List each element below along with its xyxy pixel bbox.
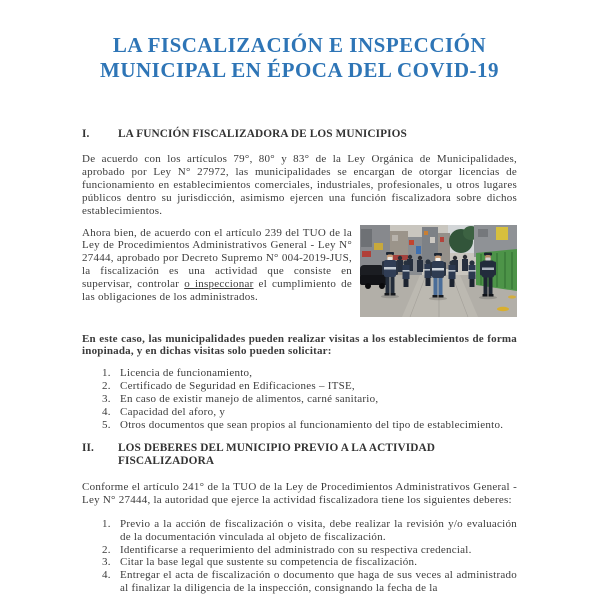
list-item-number: 4. xyxy=(102,569,111,582)
list-item-number: 3. xyxy=(102,556,111,569)
list-item-number: 4. xyxy=(102,406,111,419)
section-1-paragraph-2-tail: el cumplimiento de las obligaciones de los administrados. xyxy=(82,278,352,304)
list-item xyxy=(82,518,517,544)
list-item-number: 5. xyxy=(102,418,111,431)
list-item-text: En caso de existir manejo de alimentos, carné sanitario, xyxy=(120,393,379,406)
list-item-number: 2. xyxy=(102,380,111,393)
document-title-line2: MUNICIPAL EN ÉPOCA DEL COVID-19 xyxy=(100,58,499,82)
section-2-list xyxy=(82,518,517,595)
list-item xyxy=(82,419,517,432)
section-2-paragraph: Conforme el artículo 241° de la TUO de la Ley de Procedimientos Administrativos General - Ley N° 27444, la autoridad que ejerce la actividad fiscalizadora tiene los siguientes deberes: xyxy=(82,480,517,506)
list-item xyxy=(82,393,517,406)
list-item-number: 2. xyxy=(102,543,111,556)
section-1-number: I. xyxy=(82,128,90,140)
list-item xyxy=(82,544,517,557)
list-item-text: Otros documentos que sean propios al funcionamiento del tipo de establecimiento. xyxy=(120,418,504,431)
list-item-text: Previo a la acción de fiscalización o visita, debe realizar la revisión y/o evaluación de la documentación vinculada al objeto de fiscalización. xyxy=(120,517,517,543)
section-1-list xyxy=(82,367,517,432)
list-item-number: 3. xyxy=(102,393,111,406)
list-item-text: Entregar el acta de fiscalización o documento que haga de sus veces al administrado al finalizar la diligencia de la inspección, consignando la fecha de la xyxy=(120,569,517,595)
list-item-text: Identificarse a requerimiento del administrado con su respectiva credencial. xyxy=(120,543,472,556)
list-item-number: 1. xyxy=(102,367,111,380)
inspectors-photo xyxy=(360,225,517,317)
section-2-heading xyxy=(82,442,517,468)
list-item xyxy=(82,380,517,393)
list-item xyxy=(82,556,517,569)
document-title xyxy=(82,33,517,83)
list-item-text: Licencia de funcionamiento, xyxy=(120,367,253,380)
section-1-heading xyxy=(82,128,517,141)
list-item-number: 1. xyxy=(102,517,111,530)
section-1-heading-text: LA FUNCIÓN FISCALIZADORA DE LOS MUNICIPIOS xyxy=(118,128,407,140)
document-title-line1: LA FISCALIZACIÓN E INSPECCIÓN xyxy=(112,33,487,57)
list-item-text: Capacidad del aforo, y xyxy=(120,406,226,419)
list-item xyxy=(82,406,517,419)
list-item xyxy=(82,367,517,380)
section-2-number: II. xyxy=(82,441,94,454)
underlined-phrase: o inspeccionar xyxy=(184,278,254,291)
section-1-bold-paragraph: En este caso, las municipalidades pueden realizar visitas a los establecimientos de forma inopinada, y en dichas visitas solo pueden solicitar: xyxy=(82,332,517,358)
list-item-text: Certificado de Seguridad en Edificaciones – ITSE, xyxy=(120,380,355,393)
list-item xyxy=(82,569,517,595)
section-1-paragraph-2 xyxy=(82,227,517,304)
list-item-text: Citar la base legal que sustente su competencia de fiscalización. xyxy=(120,556,418,569)
section-1-paragraph-2-text: Ahora bien, de acuerdo con el artículo 239 del TUO de la Ley de Procedimientos Administrativos General - Ley N° 27444, aprobado por Decreto Supremo N° 004-2019-JUS, la fiscalización es una actividad que consiste en supervisar, controlar xyxy=(82,226,352,291)
section-2-heading-text: LOS DEBERES DEL MUNICIPIO PREVIO A LA ACTIVIDAD FISCALIZADORA xyxy=(118,441,436,467)
section-1-paragraph-1: De acuerdo con los artículos 79°, 80° y 83° de la Ley Orgánica de Municipalidades, aprobado por Ley N° 27972, las municipalidades se encargan de otorgar licencias de funcionamiento en establecimientos comerciales, industriales, profesionales, u otros lugares públicos dentro su jurisdicción, asimismo ejercen una función fiscalizadora sobre dichos establecimientos. xyxy=(82,153,517,217)
